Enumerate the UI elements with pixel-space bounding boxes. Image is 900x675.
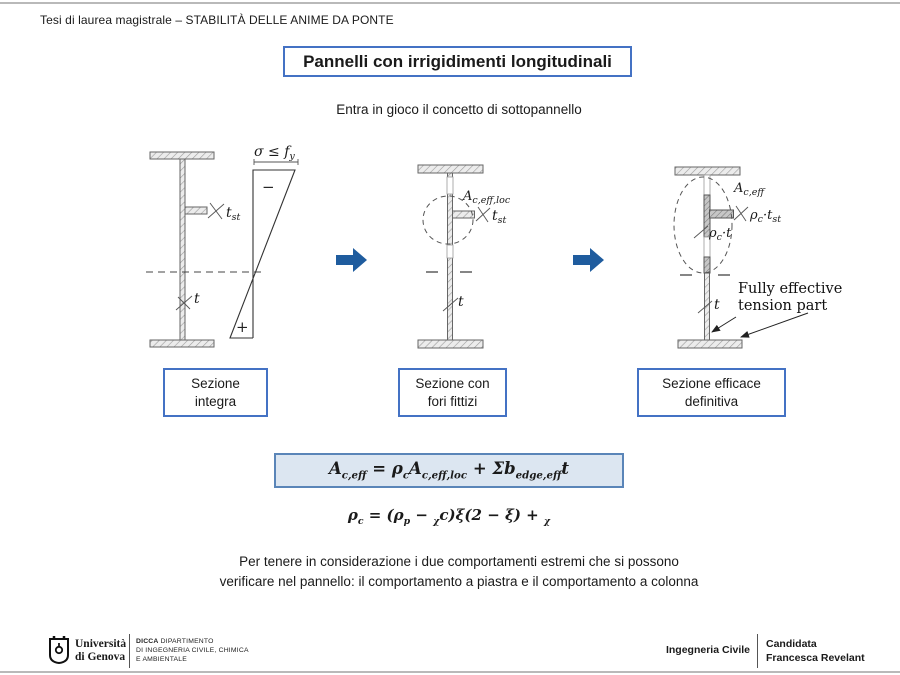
caption-line: fori fittizi	[427, 393, 478, 409]
thickness-mark	[736, 206, 746, 221]
tension-note-line1: Fully effective	[738, 281, 843, 297]
t-label: t	[458, 294, 464, 310]
plus-sign: +	[236, 318, 249, 336]
arrow-right-icon	[336, 248, 367, 272]
arrow-right-icon	[573, 248, 604, 272]
diagram-fictitious-holes	[400, 160, 540, 356]
caption-line: integra	[194, 393, 237, 409]
bottom-flange	[418, 340, 483, 348]
top-flange	[418, 165, 483, 173]
main-formula-box	[274, 453, 624, 488]
unige-logo-icon	[47, 635, 71, 665]
t-label: t	[194, 291, 200, 307]
university-name	[75, 638, 126, 663]
bottom-flange	[678, 340, 742, 348]
bottom-flange	[150, 340, 214, 347]
top-flange	[150, 152, 214, 159]
web-hole	[447, 245, 453, 258]
slide-header: Tesi di laurea magistrale – STABILITÀ DELLE ANIME DA PONTE	[40, 13, 394, 27]
top-flange	[675, 167, 740, 175]
area-label: $A_{c,eff,loc}$	[463, 189, 511, 206]
caption-line: Sezione	[191, 375, 240, 391]
t-label: t	[714, 297, 720, 313]
footer-divider	[129, 634, 130, 668]
stiffener	[185, 207, 207, 214]
top-rule	[0, 2, 900, 4]
diagram-intact-section	[140, 140, 320, 360]
flow-arrow-icon	[336, 246, 368, 274]
flow-arrow-icon	[573, 246, 605, 274]
page-title: Pannelli con irrigidimenti longitudinali	[303, 51, 612, 71]
department-line: DICCA DIPARTIMENTO	[136, 638, 214, 645]
caption-fictitious-holes	[398, 368, 507, 417]
rho-t-label: $\rho_c\cdot t$	[709, 226, 732, 243]
note-line: Per tenere in considerazione i due comportamenti estremi che si possono	[239, 554, 679, 569]
t-st-label: $t_{st}$	[226, 205, 241, 223]
leader-arrow-web	[712, 317, 736, 332]
caption-line: definitiva	[684, 393, 739, 409]
department-block	[136, 637, 249, 664]
minus-sign: −	[262, 178, 275, 196]
candidate-name: Francesca Revelant	[766, 652, 865, 664]
web-effective-part	[704, 257, 710, 273]
stress-limit-label: $\sigma \le f_y$	[254, 144, 295, 162]
caption-line: Sezione con	[415, 375, 490, 391]
department-line: E AMBIENTALE	[136, 656, 187, 663]
caption-effective-section	[637, 368, 786, 417]
footer-divider	[757, 634, 758, 668]
note-line: verificare nel pannello: il comportamento a piastra e il comportamento a colonna	[219, 574, 699, 589]
explanatory-note	[0, 552, 900, 592]
tension-note-line2: tension part	[738, 298, 828, 314]
stiffener	[710, 210, 734, 218]
footer	[0, 630, 900, 672]
candidate-label: Candidata	[766, 638, 817, 650]
subtitle: Entra in gioco il concetto di sottopannello	[336, 102, 582, 117]
area-label: $A_{c,eff}$	[734, 181, 765, 198]
caption-intact-section	[163, 368, 268, 417]
t-st-label: $t_{st}$	[492, 208, 507, 226]
university-line: Università	[75, 638, 127, 650]
main-formula: $A_{c,eff} = \rho_cA_{c,eff,loc} + \Sigma b_{edge,eff}t$	[328, 459, 570, 482]
leader-arrow-flange	[741, 313, 808, 337]
effective-area-outline	[674, 177, 732, 273]
thickness-mark	[478, 207, 488, 222]
candidate-block	[766, 637, 865, 665]
rho-t-st-label: $\rho_c\cdot t_{st}$	[750, 208, 782, 225]
caption-line: Sezione efficace	[662, 375, 761, 391]
title-box	[283, 46, 632, 77]
web-hole	[447, 177, 453, 194]
diagram-effective-section	[648, 160, 853, 360]
course-label: Ingegneria Civile	[665, 644, 750, 656]
university-line: di Genova	[75, 650, 126, 663]
department-line: DI INGEGNERIA CIVILE, CHIMICA	[136, 647, 249, 654]
thickness-mark	[210, 203, 222, 219]
web	[180, 159, 185, 340]
secondary-formula: $\rho_c = (\rho_p - _\chi c)\xi(2 - \xi) + _\chi$	[347, 506, 551, 527]
